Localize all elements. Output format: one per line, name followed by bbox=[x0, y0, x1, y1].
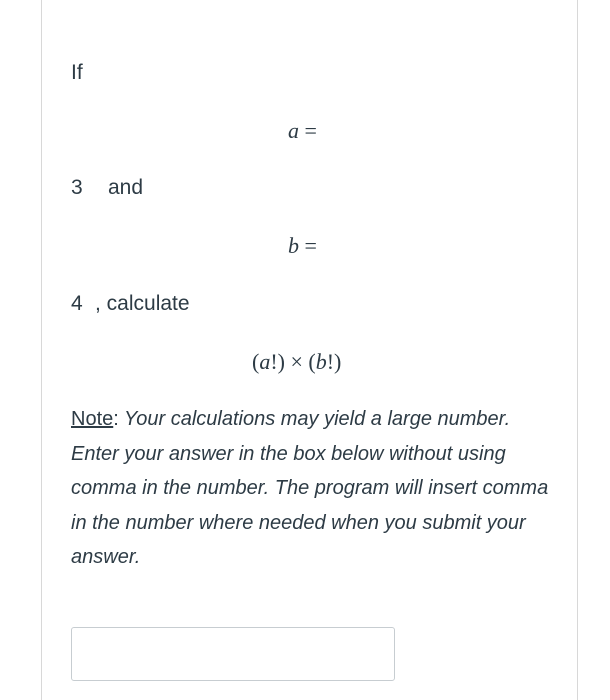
times-sign: × bbox=[284, 349, 309, 374]
answer-input[interactable] bbox=[71, 627, 395, 681]
note-label: Note bbox=[71, 408, 114, 430]
a-equation bbox=[288, 120, 317, 142]
factorial-close-b: !) bbox=[326, 349, 342, 374]
if-text: If bbox=[71, 61, 83, 84]
note-paragraph bbox=[71, 402, 561, 575]
b-value: 4 bbox=[71, 292, 83, 315]
a-value: 3 bbox=[71, 176, 83, 199]
calculate-text: , calculate bbox=[95, 292, 190, 315]
note-colon: : bbox=[113, 408, 119, 430]
a-equals-sign: = bbox=[304, 118, 317, 143]
paren-open-a: ( bbox=[252, 349, 260, 374]
product-expression bbox=[252, 351, 341, 373]
b-variable: b bbox=[288, 233, 299, 258]
product-b-variable: b bbox=[315, 349, 327, 374]
b-equals-sign: = bbox=[304, 233, 317, 258]
note-body: Your calculations may yield a large number. Enter your answer in the box below without using comma in the number. The program will insert comma in the number where needed when you submit your answer. bbox=[71, 408, 549, 568]
product-a-variable: a bbox=[259, 349, 271, 374]
and-text: and bbox=[108, 176, 144, 199]
paren-open-b: ( bbox=[308, 349, 316, 374]
b-equation bbox=[288, 235, 317, 257]
factorial-close-a: !) bbox=[270, 349, 285, 374]
a-variable: a bbox=[288, 118, 299, 143]
